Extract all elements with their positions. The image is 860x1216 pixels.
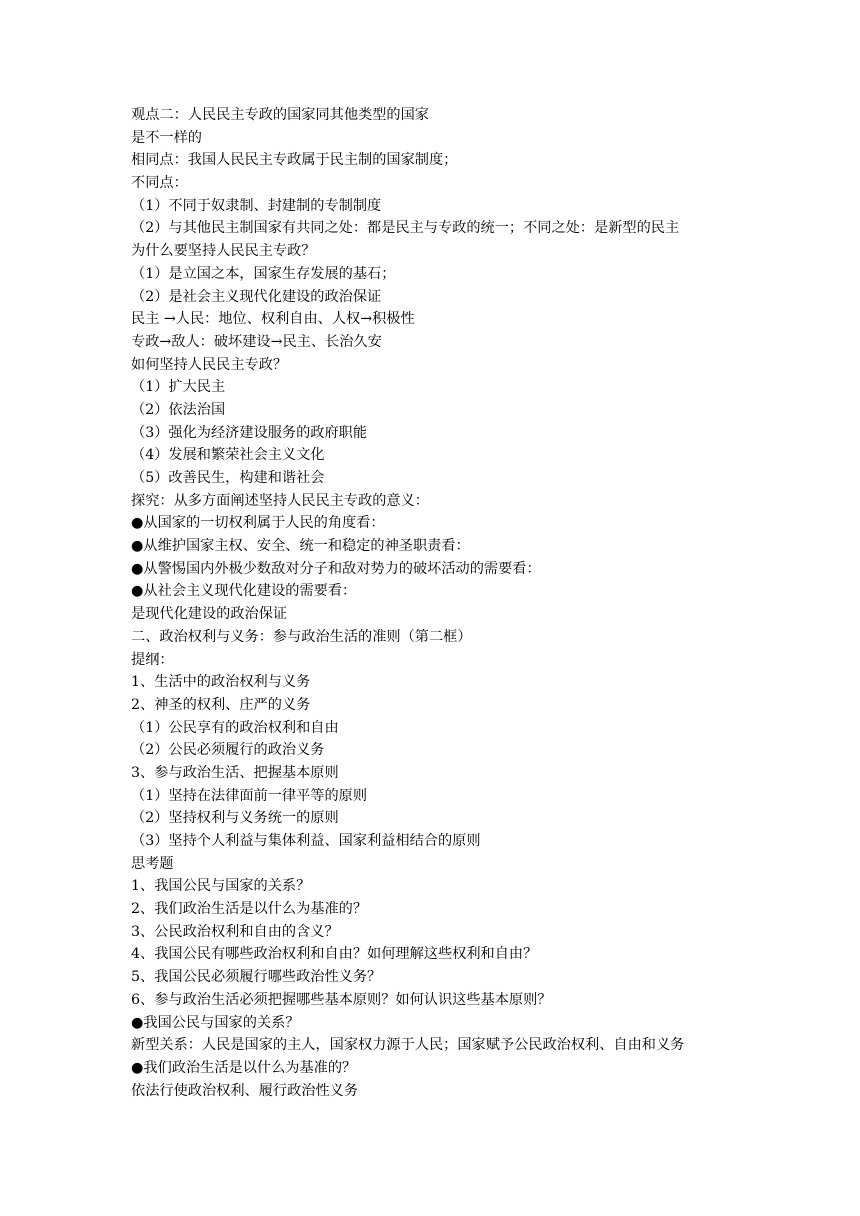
text-line: 3、参与政治生活、把握基本原则 — [131, 764, 339, 781]
text-line: （1）公民享有的政治权利和自由 — [131, 719, 339, 736]
text-line: 探究：从多方面阐述坚持人民民主专政的意义： — [131, 492, 429, 509]
text-line: 2、我们政治生活是以什么为基准的？ — [131, 901, 368, 918]
text-line: 4、我国公民有哪些政治权利和自由？如何理解这些权利和自由？ — [131, 946, 538, 963]
text-line: （2）坚持权利与义务统一的原则 — [131, 810, 339, 827]
text-line: 不同点： — [131, 175, 188, 192]
text-line: （2）公民必须履行的政治义务 — [131, 742, 325, 759]
text-line: 民主 →人民：地位、权利自由、人权→积极性 — [131, 311, 415, 328]
text-line: ●我们政治生活是以什么为基准的？ — [131, 1059, 357, 1076]
text-line: 是不一样的 — [131, 129, 202, 146]
text-line: ●从维护国家主权、安全、统一和稳定的神圣职责看： — [131, 538, 470, 555]
text-line: 依法行使政治权利、履行政治性义务 — [131, 1082, 359, 1099]
text-line: 1、生活中的政治权利与义务 — [131, 674, 311, 691]
text-line: 观点二：人民民主专政的国家同其他类型的国家 — [131, 107, 429, 123]
text-line: 1、我国公民与国家的关系？ — [131, 878, 311, 895]
text-line: （1）扩大民主 — [131, 379, 226, 396]
text-line: ●从警惕国内外极少数敌对分子和敌对势力的破坏活动的需要看： — [131, 560, 541, 577]
text-line: 提纲： — [131, 651, 174, 668]
text-line: 新型关系：人民是国家的主人，国家权力源于人民；国家赋予公民政治权利、自由和义务 — [131, 1037, 685, 1054]
text-line: ●我国公民与国家的关系？ — [131, 1014, 300, 1031]
text-line: 5、我国公民必须履行哪些政治性义务？ — [131, 969, 382, 986]
text-line: （1）坚持在法律面前一律平等的原则 — [131, 787, 368, 804]
document-body — [131, 104, 771, 1102]
text-line: （2）依法治国 — [131, 401, 226, 418]
text-line: 为什么要坚持人民民主专政？ — [131, 243, 316, 260]
text-line: （3）强化为经济建设服务的政府职能 — [131, 424, 368, 441]
text-line: （2）与其他民主制国家有共同之处：都是民主与专政的统一；不同之处：是新型的民主 — [131, 220, 680, 237]
text-line: 是现代化建设的政治保证 — [131, 606, 288, 623]
text-line: 如何坚持人民民主专政？ — [131, 356, 288, 373]
text-line: 二、政治权利与义务：参与政治生活的准则（第二框） — [131, 628, 472, 645]
text-line: ●从社会主义现代化建设的需要看： — [131, 583, 357, 600]
text-line: 6、参与政治生活必须把握哪些基本原则？如何认识这些基本原则？ — [131, 991, 552, 1008]
text-line: （5）改善民生，构建和谐社会 — [131, 470, 325, 486]
text-line: （4）发展和繁荣社会主义文化 — [131, 447, 325, 464]
text-line: （3）坚持个人利益与集体利益、国家利益相结合的原则 — [131, 833, 481, 849]
text-line: 3、公民政治权利和自由的含义？ — [131, 923, 339, 940]
text-line: （2）是社会主义现代化建设的政治保证 — [131, 288, 382, 305]
text-line: 专政→敌人：破坏建设→民主、长治久安 — [131, 333, 382, 350]
text-line: 2、神圣的权利、庄严的义务 — [131, 696, 311, 713]
text-line: 相同点：我国人民民主专政属于民主制的国家制度； — [131, 152, 458, 169]
text-line: 思考题 — [131, 855, 174, 872]
text-line: ●从国家的一切权利属于人民的角度看： — [131, 515, 385, 532]
text-line: （1）不同于奴隶制、封建制的专制制度 — [131, 197, 382, 214]
text-line: （1）是立国之本，国家生存发展的基石； — [131, 265, 396, 282]
